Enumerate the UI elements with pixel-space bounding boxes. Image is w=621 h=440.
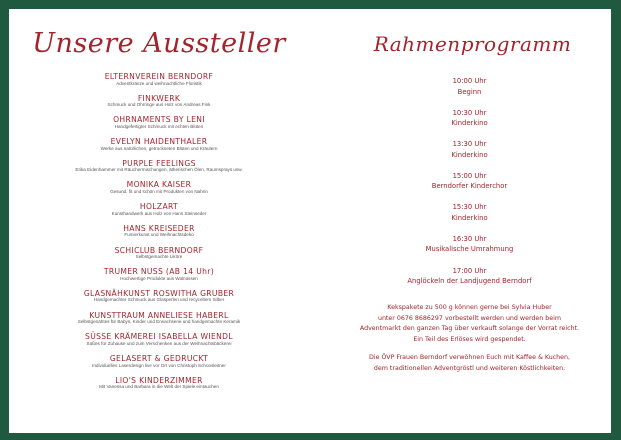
exhibitor-name: FINKWERK — [137, 93, 181, 103]
exhibitor-name: LIO'S KINDERZIMMER — [115, 375, 203, 385]
list-item — [0, 290, 318, 312]
exhibitors-column — [0, 0, 318, 398]
program-title: Rahmenprogramm — [373, 32, 572, 56]
exhibitor-description: Handgemachter Schmuck aus Glasperlen und recyceltem Silber — [93, 297, 225, 303]
list-item — [0, 203, 318, 225]
exhibitor-name: EVELYN HAIDENTHALER — [110, 137, 208, 147]
program-label: Kinderkino — [451, 119, 488, 128]
exhibitor-name: HANS KREISEDER — [123, 223, 195, 233]
exhibitor-description: Mit Vanessa und Barbara in die Welt der Spiele eintauchen — [99, 384, 219, 390]
program-time: 17:00 Uhr — [452, 266, 487, 275]
list-item — [0, 377, 318, 399]
list-item — [318, 76, 621, 108]
exhibitors-title: Unsere Aussteller — [32, 28, 286, 59]
program-time: 15:30 Uhr — [452, 203, 487, 212]
exhibitor-description: Kunsthandwerk aus Holz von Hans Steinseder — [111, 210, 207, 216]
list-item — [0, 312, 318, 334]
program-time: 15:00 Uhr — [452, 171, 487, 180]
program-time: 16:30 Uhr — [452, 234, 487, 243]
exhibitor-name: KUNSTTRAUM ANNELIESE HABERL — [89, 310, 229, 320]
exhibitor-description: Erika Eidenhammer mit Räuchermischungen, ätherischen Ölen, Raumsprays usw. — [75, 167, 243, 173]
notice-line: Adventmarkt den ganzen Tag über verkauft solange der Vorrat reicht. — [359, 325, 580, 332]
list-item — [318, 234, 621, 266]
exhibitor-name: HOLZART — [139, 202, 179, 212]
program-label: Anglöckeln der Landjugend Berndorf — [407, 277, 532, 286]
exhibitor-name: GELASERT & GEDRUCKT — [109, 353, 209, 363]
exhibitor-name: SÜSSE KRÄMEREI ISABELLA WIENDL — [85, 332, 233, 342]
notice-line: Kekspakete zu 500 g können gerne bei Sylvia Huber — [387, 304, 552, 311]
program-label: Kinderkino — [451, 213, 488, 222]
exhibitor-description: Handgefertigter Schmuck mit echten Blüten — [114, 123, 204, 129]
exhibitor-name: MONIKA KAISER — [126, 180, 192, 190]
list-item — [0, 160, 318, 182]
exhibitor-description: Gesund, fit und schön mit Produkten von Nahrin — [110, 189, 208, 195]
list-item — [318, 266, 621, 298]
list-item — [0, 138, 318, 160]
program-label: Beginn — [457, 87, 482, 96]
list-item — [318, 108, 621, 140]
notice-line: Die ÖVP Frauen Berndorf verwöhnen Euch mit Kaffee & Kuchen, — [368, 354, 571, 361]
program-time: 13:30 Uhr — [452, 140, 487, 149]
notice-line: unter 0676 8686297 vorbestellt werden und werden beim — [377, 314, 562, 322]
list-item — [318, 202, 621, 234]
exhibitor-name: PURPLE FEELINGS — [122, 158, 196, 168]
list-item — [318, 171, 621, 203]
program-label: Kinderkino — [451, 150, 488, 159]
list-item — [318, 139, 621, 171]
list-item — [0, 333, 318, 355]
exhibitor-description: Süßes für Zuhause und zum Verschenken aus der Weihnachtsbäckerei — [86, 340, 232, 346]
program-time: 10:30 Uhr — [452, 108, 487, 117]
list-item — [0, 73, 318, 95]
exhibitor-name: OHRNAMENTS BY LENI — [113, 115, 205, 125]
program-column — [318, 0, 621, 297]
exhibitor-description: Adventkränze und weihnachtliche Floristik — [116, 80, 202, 86]
exhibitor-name: ELTERNVEREIN BERNDORF — [104, 72, 214, 81]
list-item — [0, 268, 318, 290]
cookie-notice — [318, 303, 621, 345]
list-item — [0, 181, 318, 203]
program-time: 10:00 Uhr — [452, 77, 487, 85]
list-item — [0, 355, 318, 377]
notice-line: dem traditionellen Adventgröstl und weiteren Köstlichkeiten. — [373, 364, 566, 372]
list-item — [0, 95, 318, 117]
list-item — [0, 225, 318, 247]
exhibitor-description: Selbstgenähtes für Babys, Kinder und Erwachsene und handgemachte Keramik — [77, 319, 241, 325]
exhibitor-description: Schmuck und Ohrringe aus Holz von Andreas Fink — [107, 102, 211, 108]
exhibitor-description: Hochwertige Produkte aus Walnüssen — [120, 275, 198, 281]
program-label: Berndorfer Kinderchor — [431, 182, 508, 191]
exhibitor-description: Selbstgemachte Liköre — [135, 254, 183, 260]
exhibitor-description: Fumierkunst und Weihnachtsdeko — [124, 232, 194, 238]
exhibitor-description: Werke aus natürlichen, getrockneten Blüten und Kräutern — [100, 145, 218, 151]
list-item — [0, 116, 318, 138]
exhibitor-name: GLASNÄHKUNST ROSWITHA GRUBER — [83, 288, 235, 298]
list-item — [0, 247, 318, 269]
exhibitor-name: TRUMER NUSS (AB 14 Uhr) — [103, 267, 215, 277]
notice-line: Ein Teil des Erlöses wird gespendet. — [413, 335, 526, 343]
program-label: Musikalische Umrahmung — [425, 245, 514, 254]
exhibitor-name: SCHICLUB BERNDORF — [114, 245, 204, 255]
exhibitor-description: Individuelles Laserdesign live vor Ort von Christoph Schoosleitner — [92, 362, 226, 368]
exhibitor-list — [0, 73, 318, 398]
program-list — [318, 76, 621, 297]
catering-notice — [318, 353, 621, 374]
